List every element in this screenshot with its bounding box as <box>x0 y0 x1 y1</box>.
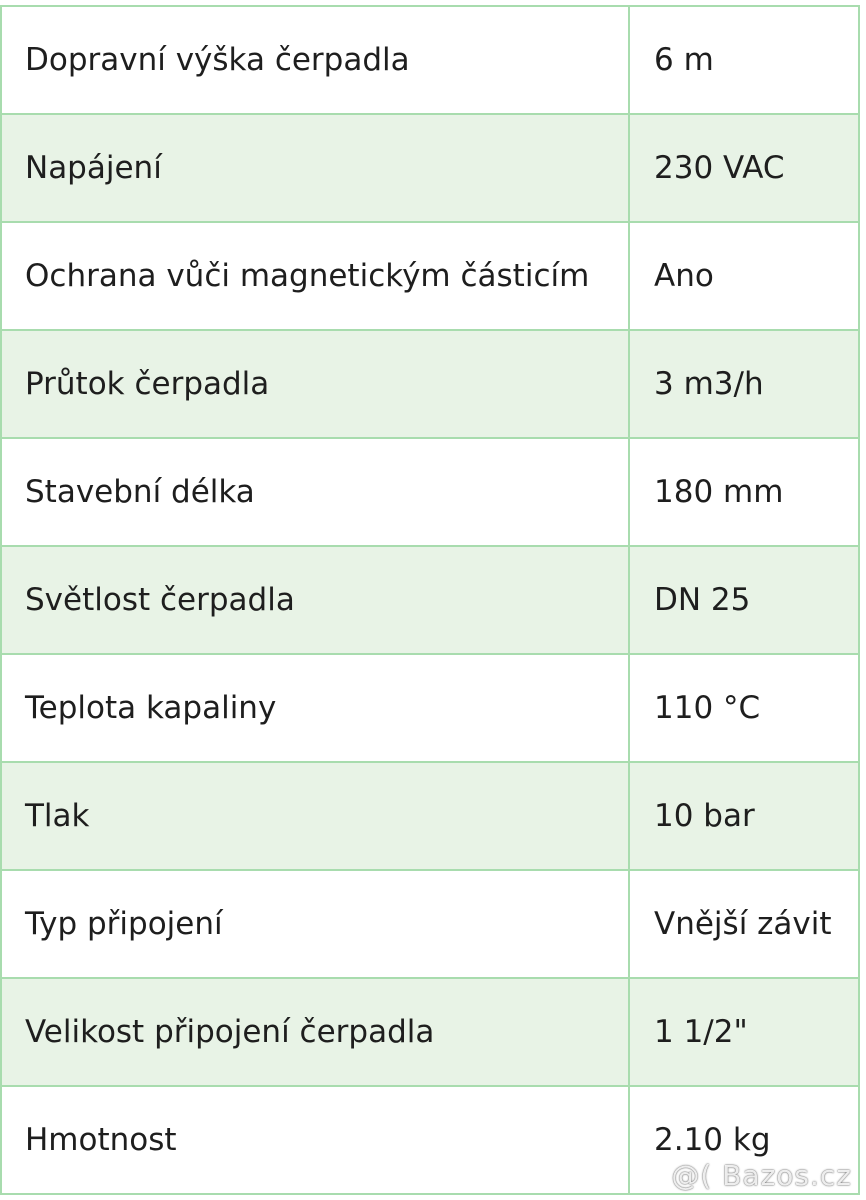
table-row <box>1 654 859 762</box>
spec-label: Tlak <box>1 762 629 870</box>
spec-value: 3 m3/h <box>629 330 859 438</box>
table-row <box>1 6 859 114</box>
spec-table <box>0 5 860 1195</box>
table-row <box>1 546 859 654</box>
spec-value: 1 1/2" <box>629 978 859 1086</box>
table-row <box>1 978 859 1086</box>
table-row <box>1 438 859 546</box>
spec-label: Světlost čerpadla <box>1 546 629 654</box>
watermark: @( Bazos.cz <box>671 1159 852 1192</box>
spec-value: 6 m <box>629 6 859 114</box>
spec-label: Teplota kapaliny <box>1 654 629 762</box>
spec-label: Dopravní výška čerpadla <box>1 6 629 114</box>
table-row <box>1 114 859 222</box>
spec-label: Napájení <box>1 114 629 222</box>
spec-value: 2.10 kg <box>629 1086 859 1194</box>
spec-value: 180 mm <box>629 438 859 546</box>
spec-label: Průtok čerpadla <box>1 330 629 438</box>
spec-value: 10 bar <box>629 762 859 870</box>
spec-value: Ano <box>629 222 859 330</box>
table-row <box>1 870 859 978</box>
table-row <box>1 762 859 870</box>
spec-value: 230 VAC <box>629 114 859 222</box>
spec-value: 110 °C <box>629 654 859 762</box>
spec-label: Ochrana vůči magnetickým částicím <box>1 222 629 330</box>
spec-label: Typ připojení <box>1 870 629 978</box>
spec-value: Vnější závit <box>629 870 859 978</box>
spec-label: Stavební délka <box>1 438 629 546</box>
spec-value: DN 25 <box>629 546 859 654</box>
spec-label: Hmotnost <box>1 1086 629 1194</box>
spec-label: Velikost připojení čerpadla <box>1 978 629 1086</box>
table-row <box>1 222 859 330</box>
table-row <box>1 330 859 438</box>
